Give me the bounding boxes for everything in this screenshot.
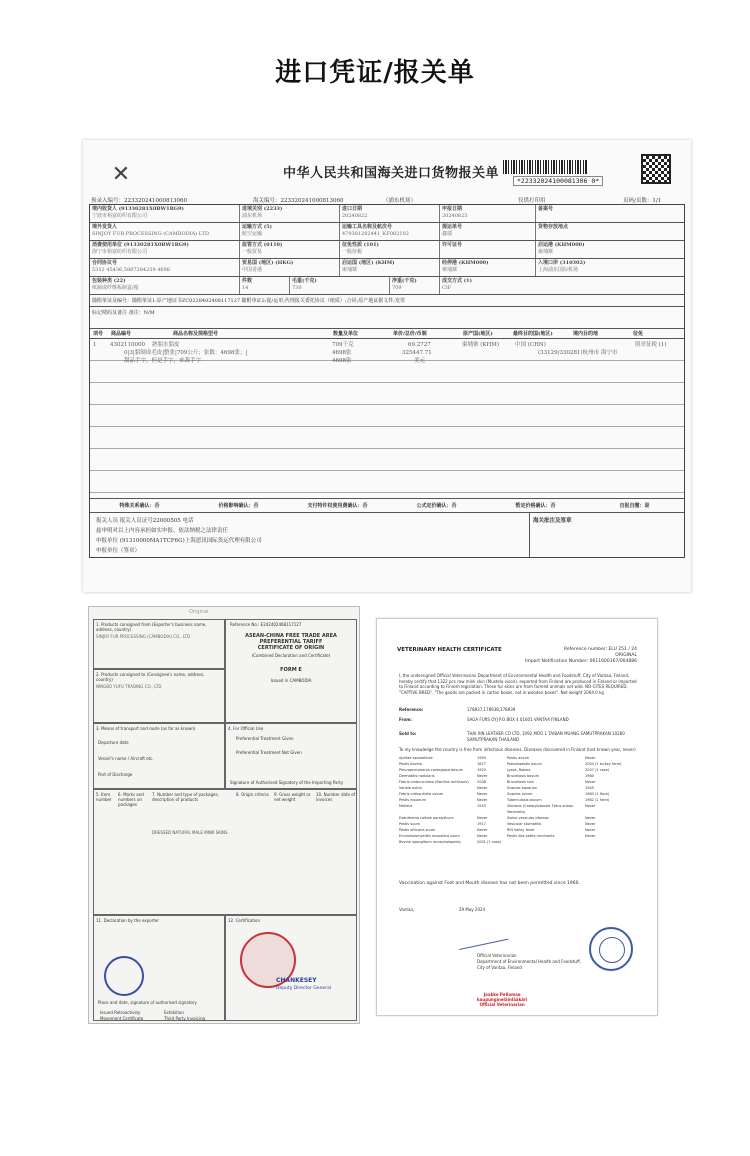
field-value: 20240823 — [442, 213, 468, 219]
declaration-grid — [89, 204, 685, 558]
disease-name: Rift Valley fever — [507, 828, 535, 832]
coo-box-title — [225, 619, 357, 723]
field-label: 毛重(千克) — [292, 278, 317, 284]
coo-box-exporter — [93, 619, 225, 669]
declarant-line: 申报单位 (91310000MA1TCF6G)上海恩讯国际货运代理有限公司 — [96, 538, 262, 544]
vet-ref-block — [525, 647, 637, 665]
coo-label: 3. Means of transport and route (as far as known) — [96, 726, 196, 731]
field-label: 经停港 (KHM000) — [442, 260, 489, 266]
field-label: 征免性质 (101) — [342, 242, 379, 248]
disease-year: 1877 — [477, 762, 486, 766]
disease-name: Lyssa, Rabies — [507, 768, 531, 772]
coo-cert-stamp: Deputy Director General — [276, 986, 332, 991]
coo-col: 10. Number date of invoices — [316, 792, 356, 802]
coo-title: (Combined Declaration and Certificate) — [251, 653, 331, 658]
vet-place: Vantaa, — [399, 907, 415, 912]
disease-year: Never — [585, 780, 596, 784]
col-header: 原产国(地区) — [463, 331, 493, 337]
coo-label: Vessel's name / Aircraft etc. — [98, 756, 154, 761]
grid-row — [90, 205, 684, 223]
coo-value: NINGBO YUFU TRADING CO., LTD — [96, 684, 162, 689]
grid-row — [90, 241, 684, 259]
declaration-title: 中华人民共和国海关进口货物报关单 — [283, 166, 500, 181]
coo-form: FORM E — [280, 667, 302, 673]
coo-box-transport — [93, 723, 225, 789]
disease-year: Never — [585, 834, 596, 838]
field-label: 件数 — [242, 278, 253, 284]
disease-name: Encephalomyelitis enzootica suum — [399, 834, 460, 838]
stamp-icon: ✕ — [111, 162, 131, 187]
field-label: 合同协议号 — [92, 260, 118, 266]
disease-year: Never — [477, 786, 488, 790]
coo-value: SINJOY FUR PROCESSING (CAMBODIA) CO., LTD — [96, 634, 191, 639]
col-header: 商品名称及规格型号 — [173, 331, 219, 337]
col-header: 最终目的国(地区) — [513, 331, 553, 337]
vet-label: From: — [399, 717, 412, 722]
field-value: 709 — [392, 285, 402, 291]
disease-year: 1983 (1 flock) — [585, 792, 610, 796]
disease-year: 2007 (1 case) — [585, 768, 610, 772]
coo-title: PREFERENTIAL TARIFF — [259, 639, 323, 645]
coo-label: Signature of Authorised Signatory of the Importing Party — [230, 780, 344, 785]
disease-name: Bovine spongiform encephalopathy — [399, 840, 462, 844]
coo-title: ASEAN-CHINA FREE TRADE AREA — [245, 633, 337, 639]
goods-total: 325447.71 — [402, 350, 432, 356]
vet-signer: City of Vantaa, Finland — [477, 965, 522, 970]
disease-row — [399, 803, 639, 815]
barcode-number: *22332024100081306 0* — [513, 176, 603, 186]
vet-red-stamp — [477, 992, 527, 1007]
coo-box-official — [225, 723, 357, 789]
goods-spec2: 甜品手字，但是手字，来裁手字 — [124, 358, 202, 364]
disease-name: Pleuropneumonia contagiosa bovum — [399, 768, 464, 772]
coo-issued: Issued in CAMBODIA — [270, 678, 312, 683]
vet-stamp-line: Official Veterinarian — [479, 1002, 525, 1007]
field-value: 一般贸易 — [242, 249, 263, 255]
disease-year: Never — [477, 792, 488, 796]
veterinary-certificate — [376, 618, 658, 1016]
col-header: 境内目的地 — [573, 331, 599, 337]
col-header: 项号 — [93, 331, 104, 337]
disease-year: 2001 (1 case) — [477, 840, 502, 844]
field-label: 备案号 — [538, 206, 554, 212]
confirmation-row — [90, 499, 684, 513]
coo-checkbox-label: Issued Retroactively — [100, 1010, 141, 1015]
field-value: SINJOY FUR PROCESSING (CAMBODIA) LTD — [92, 231, 209, 237]
field-value: 上海浦东国际机场 — [538, 267, 579, 273]
qr-code-icon — [641, 154, 671, 184]
certificate-of-origin — [88, 606, 360, 1024]
goods-dest: 中国 (CHN) — [515, 342, 546, 348]
disease-name: Pestis bovina — [399, 762, 423, 766]
exporter-seal-icon — [104, 956, 144, 996]
vet-ref-original: ORIGINAL — [615, 653, 637, 658]
declarant-info — [90, 513, 530, 557]
vet-stamp-line: Jaakko Pellomaa — [483, 992, 521, 997]
signature-icon — [456, 922, 509, 950]
coo-label: Departure date — [98, 740, 129, 745]
field-value: 柬埔寨 — [442, 267, 458, 273]
goods-name: 熟貂水貂皮 — [152, 342, 180, 348]
vet-disease-intro: To my knowledge the country is free from infectious diseases. Diseases discovered in Finland (last known year, never) — [399, 747, 636, 752]
col-header: 征免 — [633, 331, 644, 337]
disease-name: Pestis des petits ruminants — [507, 834, 555, 838]
field-value: 鑫瑞 — [442, 231, 453, 237]
coo-label: 1. Products consigned from (Exporter's business name, address, country) — [96, 622, 207, 632]
coo-box-consignee — [93, 669, 225, 723]
field-label: 成交方式 (1) — [442, 278, 472, 284]
field-value: 20240822 — [342, 213, 368, 219]
vet-import-number: Import Notification Number: 0611600167/004886 — [525, 659, 637, 664]
disease-name: Swine vesicular disease — [507, 816, 549, 820]
disease-year: 1982 (1 herd) — [585, 798, 610, 802]
vet-value: 178937,178938,178939 — [467, 707, 516, 712]
coo-header: Original — [189, 609, 209, 615]
disease-year: Never — [477, 834, 488, 838]
goods-qty: 4698张 — [332, 350, 352, 356]
disease-year: Never — [585, 804, 596, 808]
goods-code: 4302110000 — [110, 342, 145, 348]
field-value: 纸制或纤维板制盒/箱 — [92, 285, 139, 291]
goods-table-header — [90, 329, 684, 339]
documents-line: 随附单证及编号：随附单证1:原产地证书ZC0228402408117127 随附单证2:提/运单;代理报关委托协议（纸质）;合同;原产地证据文件;发票 — [90, 295, 684, 307]
declaration-bottom — [90, 513, 684, 557]
disease-year: 1960 — [585, 774, 594, 778]
disease-table — [399, 755, 639, 845]
confirm-item: 自报自缴：是 — [619, 503, 650, 509]
coo-label: 2. Products consigned to (Consignee's name, address, country) — [96, 672, 205, 682]
field-label: 进境关别 (2233) — [242, 206, 283, 212]
vet-label: Reference: — [399, 707, 424, 712]
field-label: 监管方式 (0110) — [242, 242, 283, 248]
goods-unit-price: 69.2727 — [408, 342, 431, 348]
field-label: 提运单号 — [442, 224, 463, 230]
coo-checkbox-label: Movement Certificate — [100, 1016, 144, 1021]
coo-ref: Reference No.: E242402468117127 — [230, 622, 302, 627]
disease-name: Vibriosis (Campylobacter Fetus subsp. Venerialis) — [507, 804, 574, 814]
field-value: 730 — [292, 285, 302, 291]
vet-label: Sold to: — [399, 731, 417, 736]
goods-currency: 美元 — [414, 358, 426, 364]
coo-box-goods — [93, 789, 357, 915]
declarant-line: 兹申明对以上内容承担如实申报、依法纳税之法律责任 — [96, 528, 229, 534]
field-label: 消费使用单位 (91330281X0BW1RG9) — [92, 242, 189, 248]
disease-year: Never — [585, 828, 596, 832]
coo-col: 6. Marks and numbers on packages — [118, 792, 144, 807]
goods-spec: 0|3|貂制成毛皮|整张|709公斤；张数：4698张；| — [124, 350, 248, 356]
disease-year: Never — [477, 798, 488, 802]
disease-name: Variola ovina — [399, 786, 422, 790]
vet-title: VETERINARY HEALTH CERTIFICATE — [397, 647, 502, 653]
field-value: CIF — [442, 285, 452, 291]
vet-signer: Department of Environmental Health and Foodstuff, — [477, 959, 581, 964]
customs-declaration-form — [83, 140, 691, 592]
coo-col: 8. Origin criteria — [236, 792, 269, 797]
disease-name: Brucellosis suis — [507, 780, 534, 784]
grid-row — [90, 223, 684, 241]
field-label: 启运港 (KHM000) — [538, 242, 585, 248]
vet-vaccination: Vaccination against Foot and Mouth disease has not been permitted since 1960. — [399, 881, 580, 886]
confirm-item: 暂定价格确认：否 — [515, 503, 556, 509]
disease-year: Never — [585, 756, 596, 760]
coo-title: CERTIFICATE OF ORIGIN — [257, 645, 325, 651]
field-label: 境内收货人 (91330281X0BW1RG9) — [92, 206, 184, 212]
page-info: 页码/页数：1/1 — [623, 198, 662, 204]
disease-year: 1959 — [477, 756, 486, 760]
disease-year: 1943 — [477, 804, 486, 808]
coo-box-certification — [225, 915, 357, 1021]
field-label: 境外发货人 — [92, 224, 118, 230]
declarant-line: 申报单位（签章） — [96, 548, 141, 554]
confirm-item: 特殊关系确认：否 — [119, 503, 160, 509]
coo-label: 11. Declaration by the exporter — [96, 918, 160, 923]
confirm-item: 公式定价确认：否 — [416, 503, 457, 509]
col-header: 数量及单位 — [333, 331, 359, 337]
disease-year: 1920 — [477, 768, 486, 772]
field-value: 14 — [242, 285, 249, 291]
coo-col: 5. Item number — [96, 792, 112, 802]
goods-domestic: (33129/330281)杭州市 海宁市 — [538, 350, 618, 356]
disease-name: Tuberculosis bovum — [507, 798, 542, 802]
disease-year: 1917 — [477, 822, 486, 826]
disease-name: Pestis avium — [507, 756, 530, 760]
barcode-icon — [503, 160, 588, 174]
field-value: 宁波市裕富纺织有限公司 — [92, 213, 148, 219]
field-label: 运输方式 (5) — [242, 224, 272, 230]
coo-label: Place and date, signature of authorised signatory — [98, 1000, 197, 1005]
grid-row — [90, 277, 684, 295]
vet-date: 29 May 2024 — [459, 907, 486, 912]
field-label: 净重(千克) — [392, 278, 417, 284]
declarant-line: 报关人员 报关人员证号22000505 电话 — [96, 518, 194, 524]
goods-levy: 照章征税 (1) — [635, 342, 667, 348]
remarks-line: 标记唛码及备注 备注：N/M — [90, 307, 684, 329]
disease-year: 2008 — [477, 780, 486, 784]
vet-intro: I, the undersigned Official Veterinarian Department of Environmental Health and Foodstuff, City of Vantaa, Finland, hereby certify that 1322 pcs raw mink skin (Mustela vison), exported from Finland are produced in Finland or imported to Finland according to Finnish legislation. These fur skins are from farmed animals not wild. NO-CITES REQUIRED, "CAPTIVE BRED". "The goods are packed in carton boxes, not in wooden boxes". Net weight 2064.0 kg — [399, 673, 637, 695]
goods-origin: 柬埔寨 (KHM) — [462, 342, 500, 348]
disease-name: Febris catharrhalis ovium — [399, 792, 444, 796]
disease-year: 1945 — [585, 786, 594, 790]
goods-table-body — [90, 339, 684, 499]
col-header: 单价/总价/币制 — [393, 331, 427, 337]
field-value: 航空运输 — [242, 231, 263, 237]
disease-row — [399, 839, 639, 845]
disease-name: Malleus — [399, 804, 413, 808]
coo-goods-desc: DRESSED NATURAL MALE MINK SKINS — [152, 830, 228, 835]
disease-year: Never — [585, 822, 596, 826]
disease-name: Pestis suum — [399, 822, 420, 826]
confirm-item: 支付特许权使用费确认：否 — [307, 503, 368, 509]
field-value: 海宁市裕富纺织有限公司 — [92, 249, 148, 255]
field-value: 5312 45436,5887384259 4698 — [92, 267, 170, 273]
field-value: 中国香港 — [242, 267, 263, 273]
disease-name: Vesicular stomatitis — [507, 822, 542, 826]
coo-checkbox-label: Preferential Treatment Given — [236, 736, 294, 741]
disease-year: 2004 (1 turkey farm) — [585, 762, 622, 766]
disease-year: Never — [477, 816, 488, 820]
vet-ref-number: Reference number: ELU 251 / 24 — [563, 647, 637, 652]
confirm-item: 价格影响确认：否 — [218, 503, 259, 509]
port-name: （浦东机场） — [383, 198, 417, 204]
coo-col: 9. Gross weight or net weight — [274, 792, 311, 802]
disease-name: Brucellosis bovum — [507, 774, 540, 778]
disease-name: Pseudopestis avium — [507, 762, 542, 766]
field-value: 479381282441_KF082102 — [342, 231, 409, 237]
coo-label: 4. For Official Use — [228, 726, 264, 731]
vet-value: SAGA FURS OYJ P.O BOX 4 01601 VANTAA FINLAND — [467, 717, 569, 722]
disease-name — [507, 839, 585, 845]
pre-entry-number: 预录入编号：223320241000813060 — [91, 198, 187, 204]
goods-index: 1 — [93, 342, 97, 348]
vet-value: THAI XIN LEATHER CO LTD, 1092 MOO 1 TAIBAN MUANG SAMUTPRAKAN 10280 SAMUTPRAKAN THAILAND — [467, 731, 625, 742]
field-label: 包装种类 (22) — [92, 278, 126, 284]
disease-name: Scapies ovium — [507, 792, 533, 796]
disease-name: Aphtae epizooticae — [399, 756, 433, 760]
disease-year: Never — [585, 816, 596, 820]
field-label: 入境口岸 (310302) — [538, 260, 586, 266]
field-label: 许可证号 — [442, 242, 463, 248]
field-value: 浦东机场 — [242, 213, 263, 219]
field-value: 一般征税 — [342, 249, 363, 255]
goods-qty: 709千克 — [332, 342, 354, 348]
vet-signer: Official Veterinarian — [477, 953, 517, 958]
coo-checkbox-label: Preferential Treatment Not Given — [236, 750, 302, 755]
disease-name: Exanthema coitale paralyticum — [399, 816, 454, 820]
page-title: 进口凭证/报关单 — [275, 58, 475, 88]
customs-endorsement: 海关批注及签章 — [533, 518, 572, 524]
field-label: 进口日期 — [342, 206, 363, 212]
field-label: 贸易国 (地区) (HKG) — [242, 260, 294, 266]
field-label: 货物存放地点 — [538, 224, 569, 230]
disease-year: Never — [477, 774, 488, 778]
coo-label: 12. Certification — [228, 918, 261, 923]
disease-year: Never — [477, 828, 488, 832]
city-seal-icon — [589, 927, 633, 971]
customs-number: 海关编号：223320241000813060 — [253, 198, 344, 204]
disease-name: Dermatitis nodularis — [399, 774, 435, 778]
coo-checkbox-label: Third Party Invoicing — [164, 1016, 206, 1021]
field-value: 柬埔寨 — [342, 267, 358, 273]
disease-name: Pestis africana suum — [399, 828, 436, 832]
disease-name: Febris carbunculosa (Bacillus anthracis) — [399, 780, 469, 784]
grid-row — [90, 259, 684, 277]
disease-name: Pestis equorum — [399, 798, 427, 802]
coo-checkbox-label: Exhibition — [164, 1010, 184, 1015]
col-header: 商品编号 — [111, 331, 132, 337]
field-label: 申报日期 — [442, 206, 463, 212]
usage-note: 仅供打印用 — [518, 198, 546, 204]
goods-qty: 4698张 — [332, 358, 352, 364]
field-label: 启运国 (地区) (KHM) — [342, 260, 395, 266]
disease-name: Scapies equorum — [507, 786, 538, 790]
field-label: 运输工具名称及航次号 — [342, 224, 393, 230]
coo-col: 7. Number and type of packages, description of products — [152, 792, 219, 802]
field-value: 柬埔寨 — [538, 249, 554, 255]
coo-label: Port of Discharge — [98, 772, 133, 777]
coo-cert-stamp: CHANKESEY — [276, 977, 317, 984]
vet-stamp-line: kaupungineläinlääkäri — [477, 997, 528, 1002]
coo-box-declaration — [93, 915, 225, 1021]
